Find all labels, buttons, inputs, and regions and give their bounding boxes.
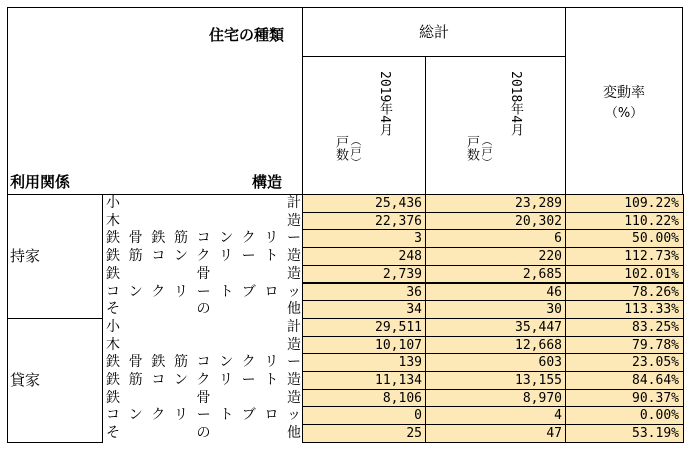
header-total bbox=[302, 7, 566, 57]
value-2018: 220 bbox=[425, 247, 567, 266]
value-2018: 23,289 bbox=[425, 194, 567, 213]
change-rate-value: 110.22% bbox=[565, 212, 684, 231]
structure-label: 鉄筋コンクリート造 bbox=[106, 248, 301, 265]
value-2019: 22,376 bbox=[302, 212, 427, 231]
header-2018-unit-group bbox=[464, 135, 494, 168]
structure-label: その他 bbox=[106, 425, 301, 442]
structure-label: 鉄骨鉄筋コンクリー bbox=[106, 230, 301, 247]
value-2018: 20,302 bbox=[425, 212, 567, 231]
change-rate-value: 113.33% bbox=[565, 300, 684, 319]
value-2019: 248 bbox=[302, 247, 427, 266]
header-2019-unit-group bbox=[333, 135, 363, 168]
value-2019: 29,511 bbox=[302, 318, 427, 337]
value-2019: 139 bbox=[302, 353, 427, 372]
value-2018: 47 bbox=[425, 424, 567, 443]
structure-label: 木造 bbox=[106, 336, 301, 353]
value-2019: 11,134 bbox=[302, 371, 427, 390]
value-2019: 36 bbox=[302, 283, 427, 302]
change-rate-value: 0.00% bbox=[565, 406, 684, 425]
header-2018-period: 2018年4月 bbox=[508, 71, 523, 137]
structure-label: コンクリートブロッ bbox=[106, 283, 301, 300]
structure-label: 小計 bbox=[106, 195, 301, 211]
value-2019: 10,107 bbox=[302, 336, 427, 355]
header-2018-unit-word: 戸数 bbox=[464, 135, 479, 161]
header-2019-unit: （戸） bbox=[349, 135, 362, 168]
value-2018: 2,685 bbox=[425, 265, 567, 284]
value-2019: 3 bbox=[302, 229, 427, 248]
change-rate-value: 53.19% bbox=[565, 424, 684, 443]
structure-label: 鉄骨鉄筋コンクリー bbox=[106, 354, 301, 371]
change-rate-value: 102.01% bbox=[565, 265, 684, 284]
value-2018: 6 bbox=[425, 229, 567, 248]
change-rate-value: 79.78% bbox=[565, 336, 684, 355]
value-2018: 46 bbox=[425, 283, 567, 302]
structure-label: 木造 bbox=[106, 212, 301, 229]
header-housing-type: 住宅の種類 bbox=[208, 26, 284, 44]
value-2018: 13,155 bbox=[425, 371, 567, 390]
structure-label: 小計 bbox=[106, 318, 301, 335]
change-rate-value: 109.22% bbox=[565, 194, 684, 213]
value-2019: 25 bbox=[302, 424, 427, 443]
structure-label: その他 bbox=[106, 301, 301, 318]
value-2018: 30 bbox=[425, 300, 567, 319]
group-label: 貸家 bbox=[7, 318, 103, 443]
structure-label: 鉄骨造 bbox=[106, 265, 301, 282]
header-2018 bbox=[425, 56, 566, 195]
header-2019-unit-word: 戸数 bbox=[333, 135, 348, 161]
value-2018: 35,447 bbox=[425, 318, 567, 337]
structure-label: コンクリートブロッ bbox=[106, 407, 301, 424]
header-total-label: 総計 bbox=[418, 23, 449, 41]
value-2019: 0 bbox=[302, 406, 427, 425]
header-corner bbox=[7, 7, 303, 195]
header-change-rate bbox=[565, 7, 683, 195]
header-2018-unit: （戸） bbox=[480, 135, 493, 168]
structure-label: 鉄骨造 bbox=[106, 389, 301, 406]
change-rate-value: 83.25% bbox=[565, 318, 684, 337]
value-2019: 2,739 bbox=[302, 265, 427, 284]
value-2019: 8,106 bbox=[302, 389, 427, 408]
header-change-rate-label: 変動率 bbox=[603, 85, 645, 101]
header-structure: 構造 bbox=[251, 173, 282, 191]
header-usage: 利用関係 bbox=[10, 173, 71, 191]
change-rate-value: 23.05% bbox=[565, 353, 684, 372]
value-2019: 25,436 bbox=[302, 194, 427, 213]
value-2018: 4 bbox=[425, 406, 567, 425]
change-rate-value: 90.37% bbox=[565, 389, 684, 408]
header-change-rate-unit: （%） bbox=[604, 106, 644, 121]
structure-label: 鉄筋コンクリート造 bbox=[106, 372, 301, 388]
header-2019-period: 2019年4月 bbox=[377, 71, 392, 137]
change-rate-value: 78.26% bbox=[565, 283, 684, 302]
value-2018: 603 bbox=[425, 353, 567, 372]
value-2019: 34 bbox=[302, 300, 427, 319]
change-rate-value: 84.64% bbox=[565, 371, 684, 390]
group-label: 持家 bbox=[7, 194, 103, 319]
change-rate-value: 112.73% bbox=[565, 247, 684, 266]
value-2018: 12,668 bbox=[425, 336, 567, 355]
value-2018: 8,970 bbox=[425, 389, 567, 408]
change-rate-value: 50.00% bbox=[565, 229, 684, 248]
header-2019 bbox=[302, 56, 426, 195]
